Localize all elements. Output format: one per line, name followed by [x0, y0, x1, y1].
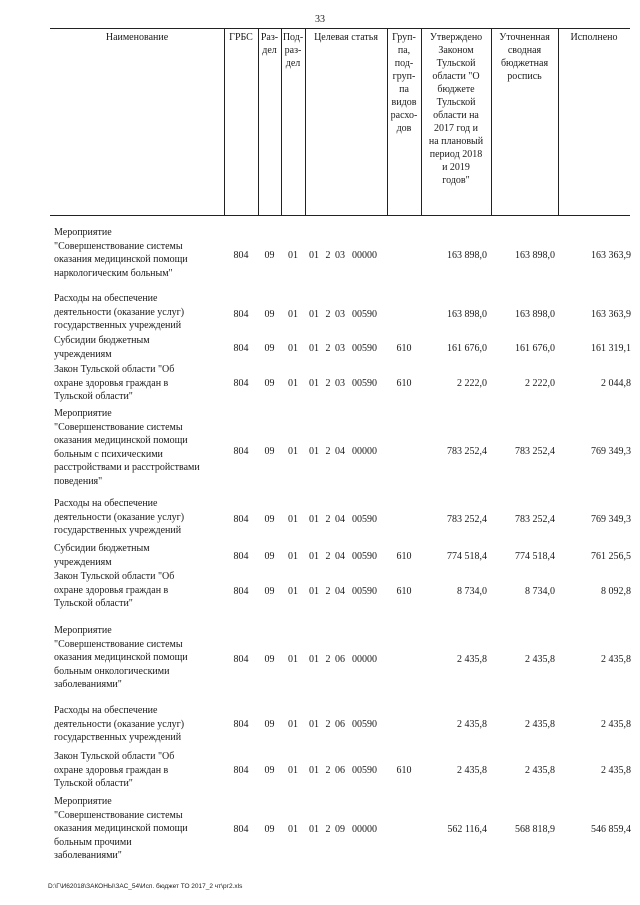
row-target-program: 01	[309, 309, 319, 320]
row-refined: 568 818,9	[515, 824, 555, 835]
row-refined: 161 676,0	[515, 343, 555, 354]
row-podrazdel: 01	[288, 719, 298, 730]
row-target-type: 2	[325, 824, 331, 835]
row-name: Субсидии бюджетным учреждениям	[54, 335, 150, 360]
row-target-program: 01	[309, 654, 319, 665]
row-target-program: 01	[309, 551, 319, 562]
row-target-direction: 00590	[352, 343, 377, 354]
row-name: Мероприятие "Совершенствование системы оказания медицинской помощи наркологическим больным"	[54, 227, 188, 279]
row-target-program: 01	[309, 343, 319, 354]
row-podrazdel: 01	[288, 586, 298, 597]
row-grbs: 804	[233, 378, 249, 389]
row-target-direction: 00590	[352, 719, 377, 730]
row-target-program: 01	[309, 765, 319, 776]
row-name: Закон Тульской области "Об охране здоровья граждан в Тульской области"	[54, 571, 175, 610]
header-target: Целевая статья	[314, 32, 378, 43]
row-podrazdel: 01	[288, 824, 298, 835]
row-target-type: 2	[325, 309, 331, 320]
row-done: 2 435,8	[601, 719, 631, 730]
row-done: 2 044,8	[601, 378, 631, 389]
row-target-direction: 00590	[352, 765, 377, 776]
page-number: 33	[315, 14, 325, 25]
row-podrazdel: 01	[288, 654, 298, 665]
row-target-direction: 00000	[352, 824, 377, 835]
row-refined: 2 435,8	[525, 765, 555, 776]
row-done: 163 363,9	[591, 309, 631, 320]
row-name: Субсидии бюджетным учреждениям	[54, 543, 150, 568]
row-done: 546 859,4	[591, 824, 631, 835]
row-podrazdel: 01	[288, 551, 298, 562]
header-top-rule	[50, 28, 630, 29]
row-target-direction: 00000	[352, 654, 377, 665]
row-name: Закон Тульской области "Об охране здоровья граждан в Тульской области"	[54, 364, 175, 403]
row-refined: 2 435,8	[525, 654, 555, 665]
row-podrazdel: 01	[288, 343, 298, 354]
header-podrazdel: Под- раз- дел	[282, 32, 304, 69]
row-name: Мероприятие "Совершенствование системы оказания медицинской помощи больным с психическими расстройствами и расстройствами поведения"	[54, 408, 200, 487]
row-grbs: 804	[233, 719, 249, 730]
row-podrazdel: 01	[288, 309, 298, 320]
row-target-event: 04	[335, 586, 345, 597]
row-razdel: 09	[264, 719, 275, 730]
row-target-type: 2	[325, 654, 331, 665]
row-podrazdel: 01	[288, 446, 298, 457]
row-approved: 2 435,8	[457, 654, 487, 665]
row-target-event: 03	[335, 250, 345, 261]
row-approved: 2 435,8	[457, 765, 487, 776]
row-group: 610	[396, 343, 412, 354]
header-done: Исполнено	[570, 32, 618, 43]
row-done: 161 319,1	[591, 343, 631, 354]
row-target-type: 2	[325, 719, 331, 730]
row-target-type: 2	[325, 586, 331, 597]
row-approved: 163 898,0	[447, 250, 487, 261]
row-razdel: 09	[264, 309, 275, 320]
row-group: 610	[396, 586, 412, 597]
row-refined: 774 518,4	[515, 551, 555, 562]
row-grbs: 804	[233, 514, 249, 525]
row-approved: 8 734,0	[457, 586, 487, 597]
row-target-program: 01	[309, 719, 319, 730]
col-divider	[224, 28, 225, 216]
row-razdel: 09	[264, 343, 275, 354]
header-group: Груп- па, под- груп- па видов расхо- дов	[390, 32, 418, 134]
row-group: 610	[396, 551, 412, 562]
row-target-event: 06	[335, 719, 345, 730]
row-target-event: 03	[335, 343, 345, 354]
row-refined: 163 898,0	[515, 309, 555, 320]
row-approved: 562 116,4	[447, 824, 487, 835]
row-done: 163 363,9	[591, 250, 631, 261]
row-target-direction: 00000	[352, 250, 377, 261]
row-podrazdel: 01	[288, 378, 298, 389]
row-done: 769 349,3	[591, 446, 631, 457]
header-refined: Уточненная сводная бюджетная роспись	[499, 32, 550, 82]
row-target-program: 01	[309, 446, 319, 457]
row-target-event: 04	[335, 514, 345, 525]
row-grbs: 804	[233, 654, 249, 665]
row-approved: 163 898,0	[447, 309, 487, 320]
row-grbs: 804	[233, 551, 249, 562]
row-target-event: 03	[335, 309, 345, 320]
header-grbs: ГРБС	[229, 32, 253, 43]
row-target-direction: 00590	[352, 514, 377, 525]
row-approved: 783 252,4	[447, 446, 487, 457]
row-target-event: 06	[335, 765, 345, 776]
row-approved: 774 518,4	[447, 551, 487, 562]
row-razdel: 09	[264, 586, 275, 597]
row-target-type: 2	[325, 250, 331, 261]
row-razdel: 09	[264, 378, 275, 389]
row-razdel: 09	[264, 551, 275, 562]
row-grbs: 804	[233, 250, 249, 261]
row-target-direction: 00590	[352, 378, 377, 389]
row-target-type: 2	[325, 514, 331, 525]
row-target-program: 01	[309, 378, 319, 389]
row-group: 610	[396, 378, 412, 389]
row-target-type: 2	[325, 446, 331, 457]
row-done: 8 092,8	[601, 586, 631, 597]
row-name: Мероприятие "Совершенствование системы оказания медицинской помощи больным прочими заболеваниями"	[54, 796, 188, 862]
row-refined: 2 222,0	[525, 378, 555, 389]
col-divider	[305, 28, 306, 216]
header-approved: Утверждено Законом Тульской области "О бюджете Тульской области на 2017 год и на плановый период 2018 и 2019 годов"	[428, 32, 484, 186]
row-grbs: 804	[233, 446, 249, 457]
row-grbs: 804	[233, 586, 249, 597]
row-target-program: 01	[309, 824, 319, 835]
row-approved: 2 222,0	[457, 378, 487, 389]
row-name: Мероприятие "Совершенствование системы оказания медицинской помощи больным онкологическими заболеваниями"	[54, 625, 188, 691]
row-name: Расходы на обеспечение деятельности (оказание услуг) государственных учреждений	[54, 705, 185, 744]
row-target-event: 04	[335, 551, 345, 562]
row-razdel: 09	[264, 250, 275, 261]
row-razdel: 09	[264, 514, 275, 525]
row-razdel: 09	[264, 446, 275, 457]
row-target-type: 2	[325, 343, 331, 354]
row-razdel: 09	[264, 654, 275, 665]
row-podrazdel: 01	[288, 765, 298, 776]
row-target-event: 04	[335, 446, 345, 457]
row-podrazdel: 01	[288, 250, 298, 261]
row-target-direction: 00000	[352, 446, 377, 457]
row-razdel: 09	[264, 765, 275, 776]
row-name: Расходы на обеспечение деятельности (оказание услуг) государственных учреждений	[54, 498, 185, 537]
row-name: Закон Тульской области "Об охране здоровья граждан в Тульской области"	[54, 751, 175, 790]
row-target-event: 09	[335, 824, 345, 835]
row-refined: 783 252,4	[515, 514, 555, 525]
row-target-program: 01	[309, 250, 319, 261]
row-approved: 161 676,0	[447, 343, 487, 354]
row-refined: 8 734,0	[525, 586, 555, 597]
row-target-event: 03	[335, 378, 345, 389]
row-razdel: 09	[264, 824, 275, 835]
header-razdel: Раз- дел	[260, 32, 279, 56]
row-done: 761 256,5	[591, 551, 631, 562]
row-grbs: 804	[233, 824, 249, 835]
row-done: 2 435,8	[601, 765, 631, 776]
row-target-type: 2	[325, 378, 331, 389]
file-path-footer: D:\Г\И62018\ЗАКОНЫ\ЗАС_54\Исп. бюджет ТО 2017_2 чт\рг2.xls	[48, 883, 243, 890]
col-divider	[558, 28, 559, 216]
header-bottom-rule	[50, 215, 630, 216]
row-target-type: 2	[325, 551, 331, 562]
header-name: Наименование	[105, 32, 169, 43]
row-grbs: 804	[233, 343, 249, 354]
row-done: 2 435,8	[601, 654, 631, 665]
row-approved: 783 252,4	[447, 514, 487, 525]
row-podrazdel: 01	[288, 514, 298, 525]
row-target-direction: 00590	[352, 551, 377, 562]
row-grbs: 804	[233, 765, 249, 776]
row-target-direction: 00590	[352, 309, 377, 320]
row-name: Расходы на обеспечение деятельности (оказание услуг) государственных учреждений	[54, 293, 185, 332]
row-done: 769 349,3	[591, 514, 631, 525]
row-grbs: 804	[233, 309, 249, 320]
row-target-event: 06	[335, 654, 345, 665]
row-group: 610	[396, 765, 412, 776]
row-target-program: 01	[309, 514, 319, 525]
row-target-direction: 00590	[352, 586, 377, 597]
row-target-type: 2	[325, 765, 331, 776]
row-target-program: 01	[309, 586, 319, 597]
row-refined: 783 252,4	[515, 446, 555, 457]
row-refined: 163 898,0	[515, 250, 555, 261]
row-refined: 2 435,8	[525, 719, 555, 730]
row-approved: 2 435,8	[457, 719, 487, 730]
